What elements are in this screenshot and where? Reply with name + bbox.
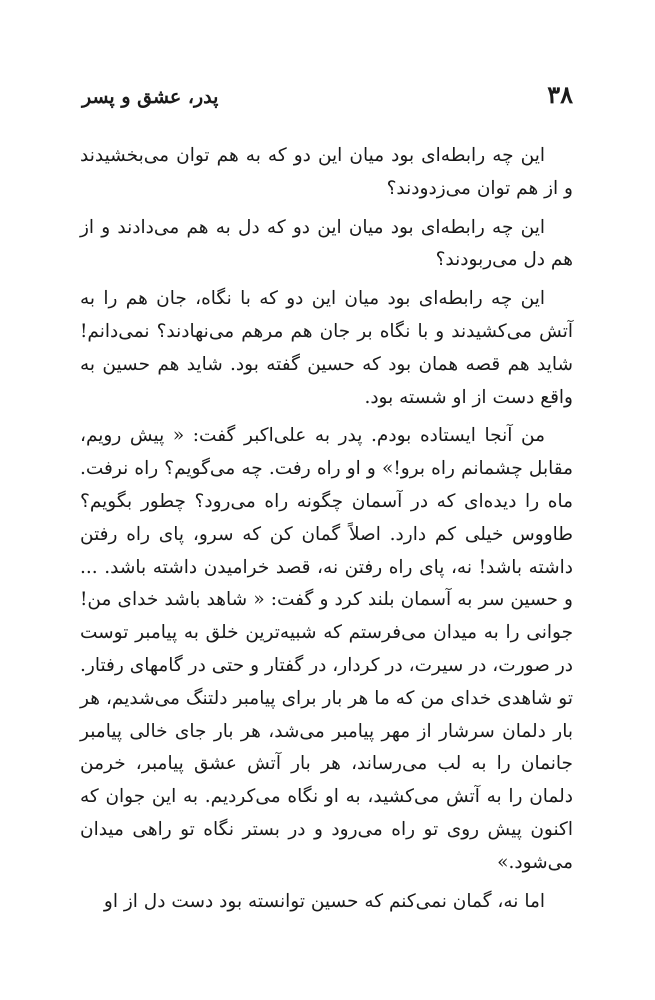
paragraph-5: اما نه، گمان نمی‌کنم که حسین توانسته بود دست دل از او [103, 890, 545, 912]
body-text [80, 140, 573, 924]
book-title: پدر، عشق و پسر [82, 86, 219, 108]
paragraph-2: این چه رابطه‌ای بود میان این دو که دل به هم می‌دادند و از هم دل می‌ربودند؟ [80, 216, 573, 271]
paragraph-1: این چه رابطه‌ای بود میان این دو که به هم توان می‌بخشیدند و از هم توان می‌زدودند؟ [80, 145, 573, 199]
running-head [82, 80, 573, 120]
paragraph-4: من آنجا ایستاده بودم. پدر به علی‌اکبر گفت: « پیش رویم، مقابل چشمانم راه برو!» و او راه رفت. چه می‌گویم؟ راه نرفت. ماه را دیده‌ای که در آسمان چگونه راه می‌رود؟ چطور بگویم؟ طاووس خیلی کم دارد. اصلاً گمان کن که سرو، پای راه رفتن داشته باشد! نه، پای راه رفتن نه، قصد خرامیدن داشته باشد. ... و حسین سر به آسمان بلند کرد و گفت: « شاهد باشد خدای من! جوانی را به میدان می‌فرستم که شبیه‌ترین خلق به پیامبر توست در صورت، در سیرت، در کردار، در گفتار و حتی در گامهای رفتار. تو شاهدی خدای من که ما هر بار برای پیامبر دلتنگ می‌شدیم، هر بار دلمان سرشار از مهر پیامبر می‌شد، هر بار جای خالی پیامبر جانمان را به لب می‌رساند، هر بار آتش عشق پیامبر، خرمن دلمان را به آتش می‌کشید، به او نگاه می‌کردیم. به این جوان که اکنون پیش روی تو راه می‌رود و در بستر نگاه تو راهی میدان می‌شود.» [80, 425, 573, 873]
page-number: ۳۸ [547, 80, 573, 109]
paragraph-3: این چه رابطه‌ای بود میان این دو که با نگاه، جان هم را به آتش می‌کشیدند و با نگاه بر جان هم مرهم می‌نهادند؟ نمی‌دانم! شاید هم قصه همان بود که حسین گفته بود. شاید هم حسین به واقع دست از او شسته بود. [80, 288, 573, 408]
